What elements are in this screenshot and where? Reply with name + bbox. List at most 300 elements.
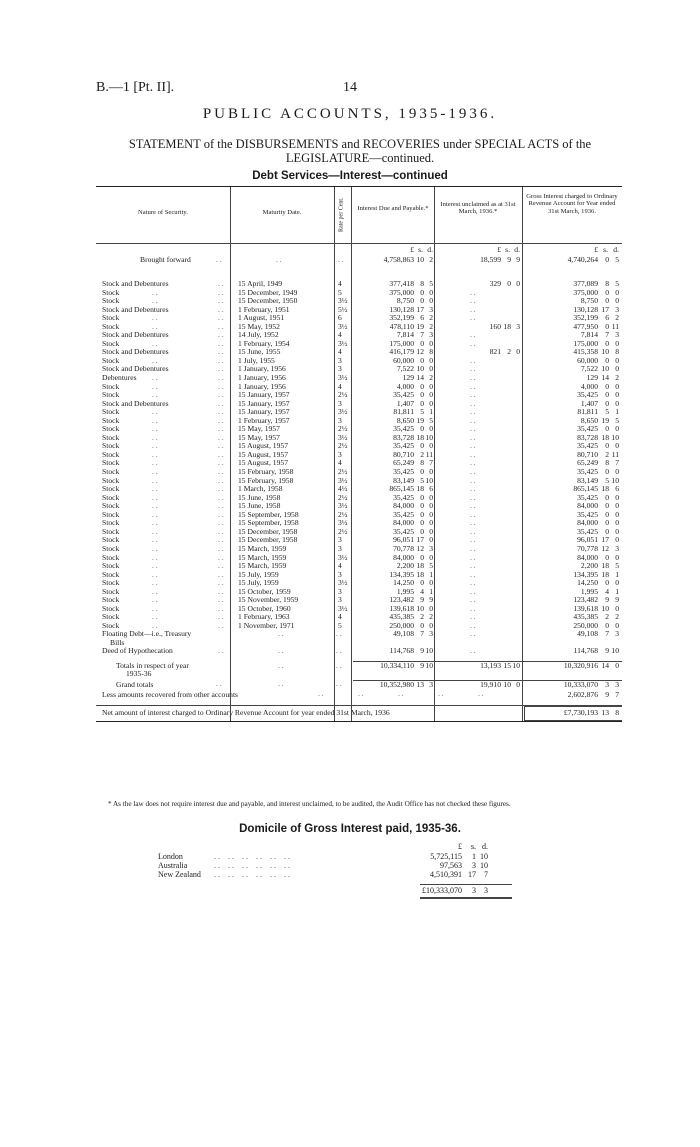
table-row — [96, 494, 622, 503]
leader-dots: . . — [218, 381, 224, 391]
domicile-row — [158, 870, 518, 879]
unit-pence: d. — [514, 245, 520, 254]
due-shillings: 0 — [420, 381, 424, 391]
gross-shillings: 8 — [605, 458, 609, 468]
gross-pounds: 2,200 — [580, 561, 598, 571]
totals-due-pounds: 10,334,110 — [380, 660, 414, 670]
due-pounds: 35,425 — [393, 526, 414, 536]
rate: 3 — [338, 586, 342, 596]
leader-dots: . . — [218, 492, 224, 502]
leader-dots: . . — [152, 424, 158, 434]
leader-dots: . . — [470, 543, 476, 553]
leader-dots: . . — [218, 321, 224, 331]
gross-pounds: 4,000 — [580, 381, 598, 391]
gross-pounds: 35,425 — [577, 467, 598, 477]
rate: 3½ — [338, 432, 348, 442]
due-pounds: 83,149 — [393, 475, 414, 485]
due-shillings: 2 — [420, 612, 424, 622]
gross-pounds: 7,814 — [580, 330, 598, 340]
leader-dots: . . — [218, 355, 224, 365]
leader-dots: . . — [152, 355, 158, 365]
leader-dots: . . — [218, 603, 224, 613]
table-row — [96, 630, 622, 647]
gross-pounds: 8,750 — [580, 296, 598, 306]
due-shillings: 9 — [420, 646, 424, 656]
leader-dots: . . — [358, 688, 364, 698]
gross-pence: 0 — [615, 390, 619, 400]
unclaimed-pence: 0 — [516, 347, 520, 357]
leader-dots: . . — [218, 526, 224, 536]
table-row — [96, 374, 622, 383]
due-shillings: 0 — [420, 509, 424, 519]
gross-pence: 3 — [615, 304, 619, 314]
leader-dots: . . — [470, 467, 476, 477]
security-name: Stock and Debentures — [102, 330, 169, 340]
col-rate-header — [334, 193, 350, 237]
leader-dots: . . — [470, 578, 476, 588]
leader-dots: . . — [218, 424, 224, 434]
maturity-date: 15 November, 1959 — [238, 595, 299, 605]
due-pounds: 35,425 — [393, 492, 414, 502]
table-row — [96, 502, 622, 511]
leader-dots: . . — [152, 415, 158, 425]
unit-shillings: s. — [603, 245, 608, 254]
due-pence: 0 — [429, 398, 433, 408]
table-row — [96, 647, 622, 656]
domicile-place: Australia — [158, 861, 188, 870]
rate: 4 — [338, 381, 342, 391]
rate: 3 — [338, 415, 342, 425]
col-gross-header: Gross Interest charged to Ordinary Revenue Account for Year ended 31st March, 1936. — [526, 193, 618, 215]
grand-due-pence: 3 — [429, 679, 433, 689]
security-name: Stock — [102, 355, 120, 365]
rate: 2½ — [338, 441, 348, 451]
less-recovered-row — [96, 690, 622, 703]
due-pounds: 80,710 — [393, 449, 414, 459]
gross-shillings: 0 — [605, 620, 609, 630]
gross-pounds: 129 — [586, 373, 598, 383]
gross-pence: 0 — [615, 424, 619, 434]
unit-pence: d. — [427, 245, 433, 254]
rate: 3 — [338, 535, 342, 545]
domicile-place: London — [158, 852, 183, 861]
less-gross-shillings: 9 — [605, 689, 609, 699]
due-shillings: 18 — [416, 569, 424, 579]
maturity-date: 15 August, 1957 — [238, 449, 288, 459]
due-pence: 0 — [429, 390, 433, 400]
table-row — [96, 357, 622, 366]
leader-dots: . . — [218, 373, 224, 383]
gross-shillings: 0 — [605, 381, 609, 391]
totals-gross-pounds: 10,320,916 — [563, 660, 598, 670]
gross-pence: 10 — [611, 432, 619, 442]
maturity-date: 15 March, 1959 — [238, 552, 287, 562]
gross-shillings: 0 — [605, 578, 609, 588]
due-shillings: 14 — [416, 373, 424, 383]
leader-dots: . . — [152, 449, 158, 459]
table-header — [96, 187, 622, 244]
column-divider — [351, 187, 352, 721]
leader-dots: . . — [216, 678, 222, 688]
leader-dots: . . — [218, 287, 224, 297]
gross-shillings: 0 — [605, 509, 609, 519]
maturity-date: 15 October, 1960 — [238, 603, 291, 613]
due-pence: 0 — [429, 467, 433, 477]
leader-dots: . . — [470, 569, 476, 579]
maturity-date: 15 December, 1950 — [238, 296, 298, 306]
leader-dots: . . — [218, 561, 224, 571]
domicile-total-pounds: £10,333,070 — [422, 886, 462, 895]
unclaimed-pounds: 821 — [489, 347, 501, 357]
gross-shillings: 19 — [601, 415, 609, 425]
gross-pounds: 175,000 — [573, 338, 598, 348]
maturity-date: 15 December, 1958 — [238, 526, 298, 536]
gross-pence: 0 — [615, 467, 619, 477]
grand-unc-shillings: 10 — [503, 679, 511, 689]
totals-gross-shillings: 14 — [601, 660, 609, 670]
due-pounds: 60,000 — [393, 355, 414, 365]
table-row — [96, 588, 622, 597]
leader-dots: . . — [152, 432, 158, 442]
leader-dots: . . — [218, 484, 224, 494]
gross-shillings: 8 — [605, 279, 609, 288]
maturity-date: 15 August, 1957 — [238, 458, 288, 468]
due-pounds: 65,249 — [393, 458, 414, 468]
due-pounds: 114,768 — [389, 646, 414, 656]
security-name: Stock — [102, 424, 120, 434]
leader-dots: . . — [152, 475, 158, 485]
due-shillings: 0 — [420, 338, 424, 348]
gross-pounds: 80,710 — [577, 449, 598, 459]
security-name: Stock — [102, 449, 120, 459]
bf-unclaimed-shillings: 9 — [507, 255, 511, 264]
leader-dots: . . — [218, 330, 224, 340]
leader-dots: . . — [218, 595, 224, 605]
gross-shillings: 2 — [605, 449, 609, 459]
gross-pence: 0 — [615, 552, 619, 562]
rate: 3½ — [338, 321, 348, 331]
unclaimed-shillings: 0 — [507, 279, 511, 288]
table-row — [96, 434, 622, 443]
leader-dots: . . — [218, 586, 224, 596]
rate: 3 — [338, 398, 342, 408]
due-pence: 0 — [429, 603, 433, 613]
leader-dots: . . — [470, 586, 476, 596]
due-pence: 0 — [429, 578, 433, 588]
unit-shillings: s. — [418, 245, 423, 254]
gross-pounds: 35,425 — [577, 526, 598, 536]
due-shillings: 5 — [420, 407, 424, 417]
rate: 5 — [338, 620, 342, 630]
footnote: * As the law does not require interest due and payable, and interest unclaimed, to be audited, the Audit Office has not checked these figures. — [108, 800, 511, 808]
due-shillings: 0 — [420, 620, 424, 630]
security-name: Stock — [102, 475, 120, 485]
leader-dots: . . — [336, 660, 342, 670]
maturity-date: 15 January, 1957 — [238, 390, 290, 400]
grand-unc-pence: 0 — [516, 679, 520, 689]
totals-label-cont: 1935-36 — [126, 669, 152, 679]
leader-dots: . . — [336, 678, 342, 688]
leader-dots: . . — [218, 390, 224, 400]
gross-pence: 0 — [615, 509, 619, 519]
bf-unclaimed-pounds: 18,599 — [480, 255, 501, 264]
table-row — [96, 596, 622, 605]
gross-pence: 0 — [615, 355, 619, 365]
table-row — [96, 348, 622, 357]
gross-pounds: 81,811 — [577, 407, 598, 417]
due-pence: 0 — [429, 620, 433, 630]
unit-pounds: £ — [458, 842, 462, 851]
domicile-pounds: 4,510,391 — [430, 870, 462, 879]
gross-pence: 1 — [615, 569, 619, 579]
leader-dots: . . — [336, 646, 342, 656]
domicile-title: Domicile of Gross Interest paid, 1935-36. — [239, 823, 461, 835]
leader-dots: . . — [152, 407, 158, 417]
due-shillings: 18 — [416, 561, 424, 571]
security-name: Stock — [102, 313, 120, 323]
leader-dots: . . — [470, 304, 476, 314]
maturity-date: 15 June, 1958 — [238, 501, 281, 511]
due-shillings: 7 — [420, 330, 424, 340]
due-pounds: 14,250 — [393, 578, 414, 588]
table-row — [96, 306, 622, 315]
gross-pence: 0 — [615, 578, 619, 588]
gross-pence: 1 — [615, 407, 619, 417]
table-row — [96, 383, 622, 392]
due-shillings: 0 — [420, 552, 424, 562]
net-gross-pence: 8 — [615, 707, 619, 717]
totals-due-pence: 10 — [425, 660, 433, 670]
net-row — [96, 703, 622, 721]
gross-pence: 3 — [615, 330, 619, 340]
due-shillings: 10 — [416, 603, 424, 613]
less-gross-pounds: 2,602,876 — [567, 689, 598, 699]
due-shillings: 0 — [420, 287, 424, 297]
table-row — [96, 331, 622, 340]
due-shillings: 2 — [420, 449, 424, 459]
leader-dots: . . — [152, 535, 158, 545]
due-pounds: 352,199 — [389, 313, 414, 323]
security-name: Debentures — [102, 373, 137, 383]
gross-pounds: 83,728 — [577, 432, 598, 442]
due-pounds: 123,482 — [389, 595, 414, 605]
net-gross-shillings: 13 — [601, 707, 609, 717]
rate: 3½ — [338, 296, 348, 306]
security-name: Stock — [102, 407, 120, 417]
rate: 5 — [338, 287, 342, 297]
table-row — [96, 528, 622, 537]
due-shillings: 5 — [420, 475, 424, 485]
table-body — [96, 246, 622, 721]
gross-shillings: 9 — [605, 646, 609, 656]
gross-pence: 0 — [615, 492, 619, 502]
domicile-place: New Zealand — [158, 870, 201, 879]
due-shillings: 0 — [420, 398, 424, 408]
due-pence: 1 — [429, 569, 433, 579]
leader-dots: . . — [470, 501, 476, 511]
grand-due-shillings: 13 — [416, 679, 424, 689]
gross-pounds: 60,000 — [577, 355, 598, 365]
totals-gross-pence: 0 — [615, 660, 619, 670]
rate: 4 — [338, 458, 342, 468]
due-pence: 0 — [429, 526, 433, 536]
gross-pence: 0 — [615, 535, 619, 545]
due-pence: 5 — [429, 279, 433, 288]
due-pence: 8 — [429, 347, 433, 357]
column-divider — [522, 187, 523, 721]
due-pounds: 134,395 — [389, 569, 414, 579]
leader-dots: . . — [152, 569, 158, 579]
due-pence: 5 — [429, 415, 433, 425]
gross-pounds: 130,128 — [573, 304, 598, 314]
bf-gross-shillings: 0 — [605, 255, 609, 264]
rate: 2½ — [338, 390, 348, 400]
section-subtitle: Debt Services—Interest—continued — [252, 170, 448, 182]
due-shillings: 8 — [420, 458, 424, 468]
leader-dots: . . — [470, 364, 476, 374]
gross-shillings: 0 — [605, 355, 609, 365]
gross-shillings: 2 — [605, 612, 609, 622]
leader-dots: . . — [218, 646, 224, 656]
due-shillings: 0 — [420, 578, 424, 588]
gross-pence: 7 — [615, 458, 619, 468]
rate: 3½ — [338, 407, 348, 417]
leader-dots: . . — [152, 467, 158, 477]
unclaimed-shillings: 2 — [507, 347, 511, 357]
rate: 5½ — [338, 304, 348, 314]
due-pounds: 70,778 — [393, 543, 414, 553]
leader-dots: . . — [152, 586, 158, 596]
gross-pence: 11 — [611, 449, 619, 459]
rate: 3½ — [338, 338, 348, 348]
security-name: Stock and Debentures — [102, 364, 169, 374]
maturity-date: 1 January, 1956 — [238, 364, 286, 374]
gross-pounds: 375,000 — [573, 287, 598, 297]
due-pounds: 1,995 — [396, 586, 414, 596]
due-pounds: 4,000 — [396, 381, 414, 391]
security-name: Stock — [102, 390, 120, 400]
gross-shillings: 7 — [605, 330, 609, 340]
security-name: Deed of Hypothecation — [102, 646, 173, 656]
leader-dots: . . — [470, 595, 476, 605]
domicile-shillings: 17 — [468, 870, 476, 879]
table-row — [96, 451, 622, 460]
totals-unclaimed-pence: 10 — [512, 660, 520, 670]
due-pounds: 84,000 — [393, 518, 414, 528]
unclaimed-pounds: 160 — [489, 321, 501, 331]
gross-pounds: 49,108 — [577, 629, 598, 639]
leader-dots: . . — [278, 678, 284, 688]
grand-totals-label: Grand totals — [116, 679, 154, 689]
gross-pounds: 35,425 — [577, 390, 598, 400]
leader-dots: . . — [152, 484, 158, 494]
due-shillings: 0 — [420, 296, 424, 306]
security-name: Stock — [102, 501, 120, 511]
leader-dots: . . . . . . . . . . . . — [214, 861, 290, 870]
leader-dots: . . — [218, 398, 224, 408]
leader-dots: . . — [152, 381, 158, 391]
gross-pounds: 83,149 — [577, 475, 598, 485]
gross-pounds: 8,650 — [580, 415, 598, 425]
gross-pounds: 377,089 — [573, 279, 598, 288]
leader-dots: . . — [218, 475, 224, 485]
domicile-row — [158, 861, 518, 870]
gross-shillings: 0 — [605, 287, 609, 297]
security-name: Stock — [102, 526, 120, 536]
due-pence: 0 — [429, 338, 433, 348]
due-pounds: 375,000 — [389, 287, 414, 297]
gross-pence: 10 — [611, 475, 619, 485]
due-pounds: 139,618 — [389, 603, 414, 613]
gross-pounds: 70,778 — [577, 543, 598, 553]
maturity-date: 15 February, 1958 — [238, 467, 294, 477]
due-pounds: 8,750 — [396, 296, 414, 306]
maturity-date: 15 December, 1958 — [238, 535, 298, 545]
due-pence: 1 — [429, 407, 433, 417]
table-row — [96, 417, 622, 426]
less-gross-pence: 7 — [615, 689, 619, 699]
maturity-date: 1 November, 1971 — [238, 620, 295, 630]
gross-pence: 9 — [615, 595, 619, 605]
totals-label: Totals in respect of year — [116, 660, 189, 670]
gross-pounds: 1,995 — [580, 586, 598, 596]
leader-dots: . . — [152, 287, 158, 297]
gross-pence: 0 — [615, 603, 619, 613]
gross-pence: 2 — [615, 612, 619, 622]
leader-dots: . . — [470, 646, 476, 656]
leader-dots: . . — [470, 407, 476, 417]
totals-unclaimed-shillings: 15 — [503, 660, 511, 670]
table-row — [96, 408, 622, 417]
gross-shillings: 5 — [605, 407, 609, 417]
security-name: Stock — [102, 381, 120, 391]
table-row — [96, 468, 622, 477]
due-pounds: 84,000 — [393, 501, 414, 511]
maturity-date: 15 April, 1949 — [238, 279, 283, 288]
table-row — [96, 579, 622, 588]
due-pounds: 49,108 — [393, 629, 414, 639]
rate: 3 — [338, 543, 342, 553]
leader-dots: . . — [218, 364, 224, 374]
due-pence: 11 — [425, 449, 433, 459]
security-name: Stock — [102, 603, 120, 613]
rate: 3½ — [338, 552, 348, 562]
gross-shillings: 0 — [605, 424, 609, 434]
due-pence: 0 — [429, 424, 433, 434]
unit-pounds: £ — [594, 245, 598, 254]
security-name: Stock and Debentures — [102, 398, 169, 408]
domicile-total-shillings: 3 — [472, 886, 476, 895]
unit-pence: d. — [482, 842, 488, 851]
leader-dots: . . — [470, 287, 476, 297]
table-row — [96, 554, 622, 563]
leader-dots: . . — [470, 603, 476, 613]
due-pounds: 416,179 — [389, 347, 414, 357]
leader-dots: . . — [470, 296, 476, 306]
security-name: Stock — [102, 296, 120, 306]
due-pounds: 1,407 — [396, 398, 414, 408]
security-name: Stock and Debentures — [102, 304, 169, 314]
maturity-date: 1 March, 1958 — [238, 484, 283, 494]
gross-pence: 5 — [615, 415, 619, 425]
leader-dots: . . — [218, 415, 224, 425]
leader-dots: . . — [218, 296, 224, 306]
table-row — [96, 391, 622, 400]
due-pounds: 435,385 — [389, 612, 414, 622]
col-due-header: Interest Due and Payable.* — [357, 205, 429, 212]
gross-pence: 8 — [615, 347, 619, 357]
leader-dots: . . — [218, 432, 224, 442]
